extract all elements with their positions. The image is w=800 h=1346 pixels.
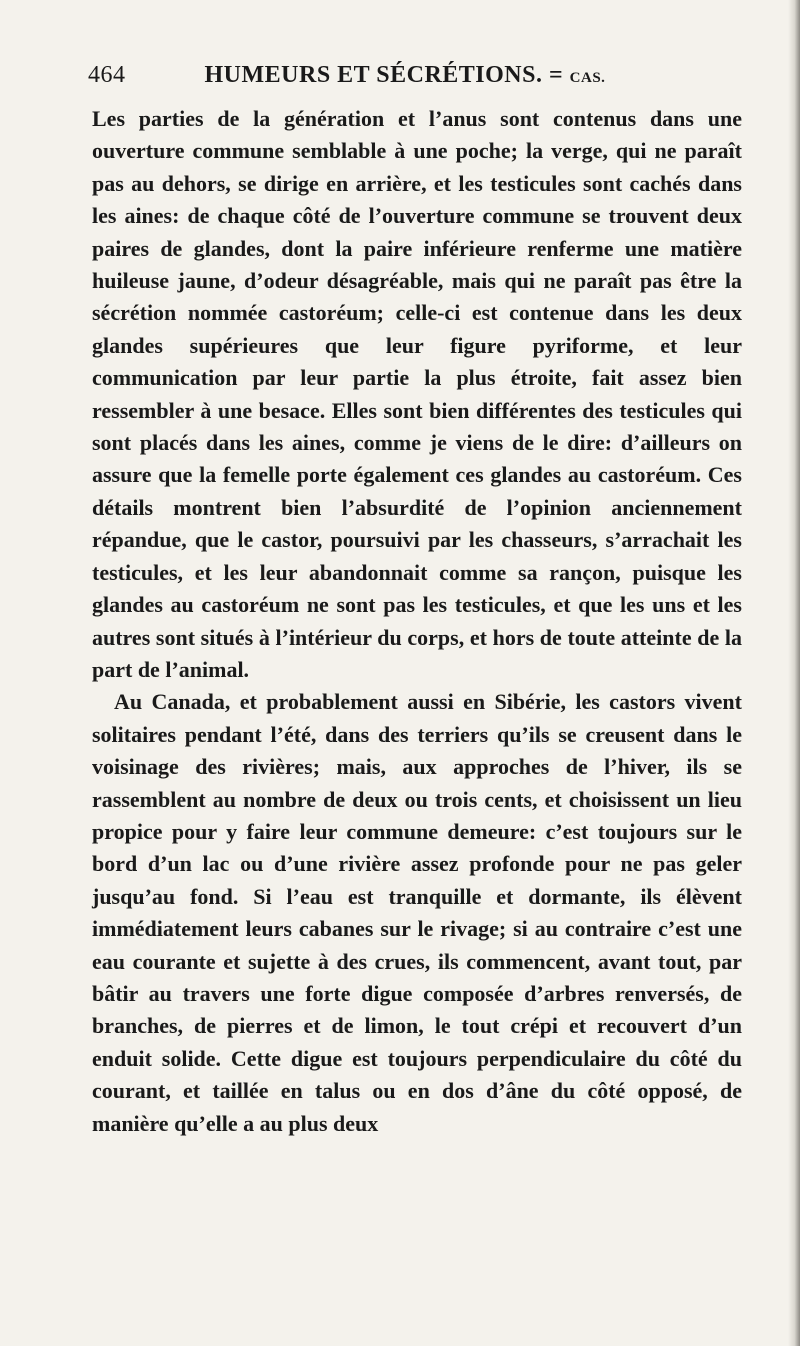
running-title-cas: CAS. [569,70,606,86]
running-title-text: HUMEURS ET SÉCRÉTIONS. [204,62,543,88]
running-title [205,62,606,89]
page-number: 464 [88,62,126,88]
paragraph-canada: Au Canada, et probablement aussi en Sibérie, les castors vivent solitaires pendant l’été, dans des terriers qu’ils se creusent dans le voisinage des rivières; mais, aux approches de l’hiver, ils se rassemblent au nombre de deux ou trois cents, et choisissent un lieu propice pour y faire leur commune demeure: c’est toujours sur le bord d’un lac ou d’une rivière assez profonde pour ne pas geler jusqu’au fond. Si l’eau est tranquille et dormante, ils élèvent immédiatement leurs cabanes sur le rivage; si au contraire c’est une eau courante et sujette à des crues, ils commencent, avant tout, par bâtir au travers une forte digue composée d’arbres renversés, de branches, de pierres et de limon, le tout crépi et recouvert d’un enduit solide. Cette digue est toujours perpendiculaire du côté du courant, et taillée en talus ou en dos d’âne du côté opposé, de manière qu’elle a au plus deux [92,689,742,1136]
running-title-separator: = [548,62,564,88]
body-text [92,103,742,1140]
paragraph-castoreum: Les parties de la génération et l’anus sont contenus dans une ouverture commune semblable à une poche; la verge, qui ne paraît pas au dehors, se dirige en arrière, et les testicules sont cachés dans les aines: de chaque côté de l’ouverture commune se trouvent deux paires de glandes, dont la paire inférieure renferme une matière huileuse jaune, d’odeur désagréable, mais qui ne paraît pas être la sécrétion nommée castoréum; celle-ci est contenue dans les deux glandes supérieures que leur figure pyriforme, et leur communication par leur partie la plus étroite, fait assez bien ressembler à une besace. Elles sont bien différentes des testicules qui sont placés dans les aines, comme je viens de le dire: d’ailleurs on assure que la femelle porte également ces glandes au castoréum. Ces détails montrent bien l’absurdité de l’opinion anciennement répandue, que le castor, poursuivi par les chasseurs, s’arrachait les testicules, et les leur abandonnait comme sa rançon, puisque les glandes au castoréum ne sont pas les testicules, et que les uns et les autres sont situés à l’intérieur du corps, et hors de toute atteinte de la part de l’animal. [92,106,742,682]
page-edge-shadow [788,0,800,1346]
running-head [88,62,648,96]
